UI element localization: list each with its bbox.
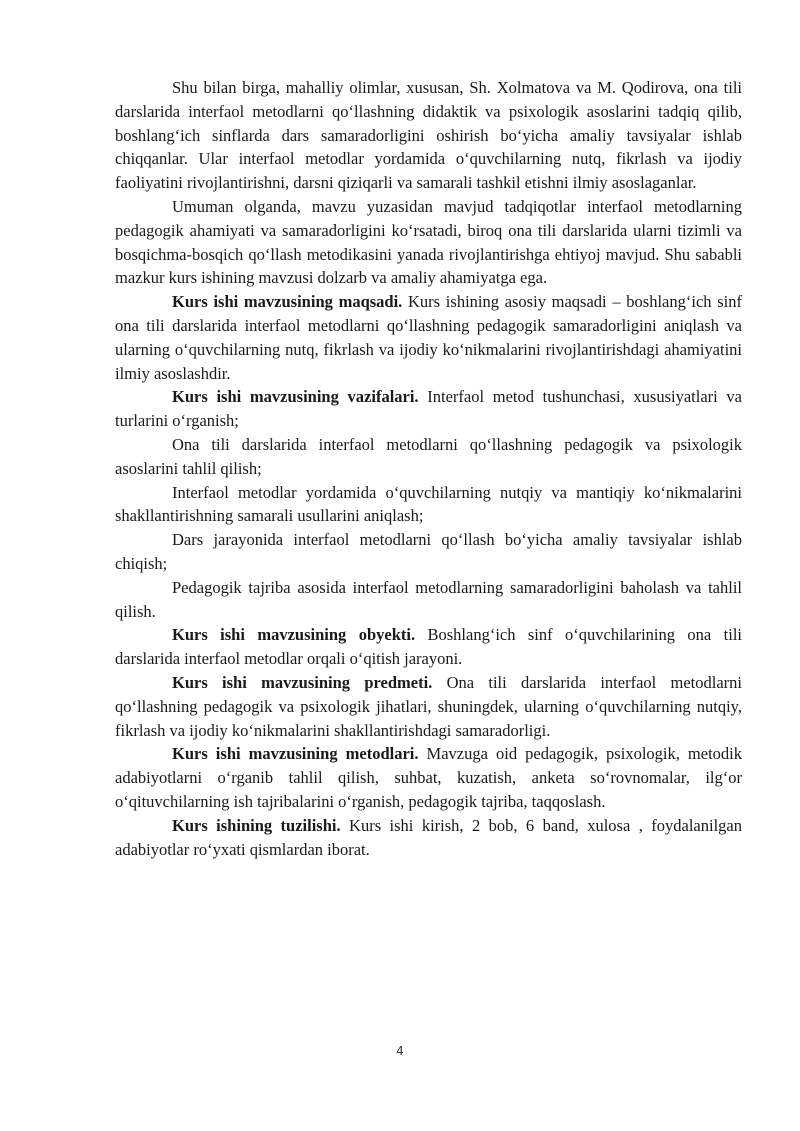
- paragraph-goal: [115, 290, 742, 385]
- goal-heading: Kurs ishi mavzusining maqsadi.: [172, 292, 403, 312]
- document-page: [115, 76, 742, 861]
- paragraph-text: Ona tili darslarida interfaol metodlarni qo‘llashning pedagogik va psixologik asoslarini tahlil qilish;: [115, 434, 742, 478]
- paragraph-task-2: [115, 433, 742, 481]
- page-number: 4: [396, 1044, 404, 1058]
- object-heading: Kurs ishi mavzusining obyekti.: [172, 625, 416, 645]
- paragraph-subject: [115, 671, 742, 742]
- subject-heading: Kurs ishi mavzusining predmeti.: [172, 672, 433, 692]
- paragraph-task-4: [115, 528, 742, 576]
- structure-heading: Kurs ishining tuzilishi.: [172, 815, 341, 835]
- paragraph-text: Interfaol metod tushunchasi, xususiyatlari va turlarini o‘rganish;: [115, 387, 742, 431]
- tasks-heading: Kurs ishi mavzusining vazifalari.: [172, 387, 419, 407]
- paragraph-text: Umuman olganda, mavzu yuzasidan mavjud tadqiqotlar interfaol metodlarning pedagogik ahamiyati va samaradorligini ko‘rsatadi, biroq ona tili darslarida ularni tizimli va bosqichma-bosqich qo‘llash metodikasini yanada rivojlantirishga ehtiyoj mavjud. Shu sababli mazkur kurs ishining mavzusi dolzarb va amaliy ahamiyatga ega.: [115, 196, 742, 288]
- paragraph-tasks: [115, 385, 742, 433]
- paragraph-task-3: [115, 481, 742, 529]
- paragraph-text: Dars jarayonida interfaol metodlarni qo‘llash bo‘yicha amaliy tavsiyalar ishlab chiqish;: [115, 530, 742, 573]
- paragraph-text: Mavzuga oid pedagogik, psixologik, metodik adabiyotlarni o‘rganib tahlil qilish, suhbat, kuzatish, anketa so‘rovnomalar, ilg‘or o‘qituvchilarning ish tajribalarini o‘rganish, pedagogik tajriba, taqqoslash.: [115, 744, 742, 811]
- paragraph-text: Kurs ishi kirish, 2 bob, 6 band, xulosa , foydalanilgan adabiyotlar ro‘yxati qismlardan iborat.: [115, 815, 742, 859]
- paragraph-task-5: [115, 576, 742, 624]
- paragraph-methods: [115, 742, 742, 813]
- paragraph-local-scholars: [115, 76, 742, 195]
- paragraph-text: Pedagogik tajriba asosida interfaol metodlarning samaradorligini baholash va tahlil qilish.: [115, 577, 742, 621]
- paragraph-structure: [115, 814, 742, 862]
- methods-heading: Kurs ishi mavzusining metodlari.: [172, 744, 419, 764]
- paragraph-object: [115, 623, 742, 671]
- paragraph-text: Boshlang‘ich sinf o‘quvchilarining ona tili darslarida interfaol metodlar orqali o‘qitish jarayoni.: [115, 625, 742, 669]
- paragraph-text: Interfaol metodlar yordamida o‘quvchilarning nutqiy va mantiqiy ko‘nikmalarini shakllantirishning samarali usullarini aniqlash;: [115, 482, 742, 526]
- paragraph-summary: [115, 195, 742, 290]
- paragraph-text: Shu bilan birga, mahalliy olimlar, xususan, Sh. Xolmatova va M. Qodirova, ona tili darslarida interfaol metodlarni qo‘llashning didaktik va psixologik asoslarini tadqiq qilib, boshlang‘ich sinflarda dars samaradorligini oshirish bo‘yicha amaliy tavsiyalar ishlab chiqqanlar. Ular interfaol metodlar yordamida o‘quvchilarning nutq, fikrlash va ijodiy faoliyatini rivojlantirishni, darsni qiziqarli va samarali tashkil etishni ilmiy asoslaganlar.: [115, 78, 742, 193]
- paragraph-text: Ona tili darslarida interfaol metodlarni qo‘llashning pedagogik va psixologik jihatlari, shuningdek, ularning o‘quvchilarning nutqiy, fikrlash va ijodiy ko‘nikmalarini shakllantirishdagi samaradorligi.: [115, 672, 743, 740]
- paragraph-text: Kurs ishining asosiy maqsadi – boshlang‘ich sinf ona tili darslarida interfaol metodlarni qo‘llashning pedagogik samaradorligini aniqlash va ularning o‘quvchilarning nutq, fikrlash va ijodiy ko‘nikmalarini rivojlantirishdagi ahamiyatini ilmiy asoslashdir.: [115, 292, 742, 383]
